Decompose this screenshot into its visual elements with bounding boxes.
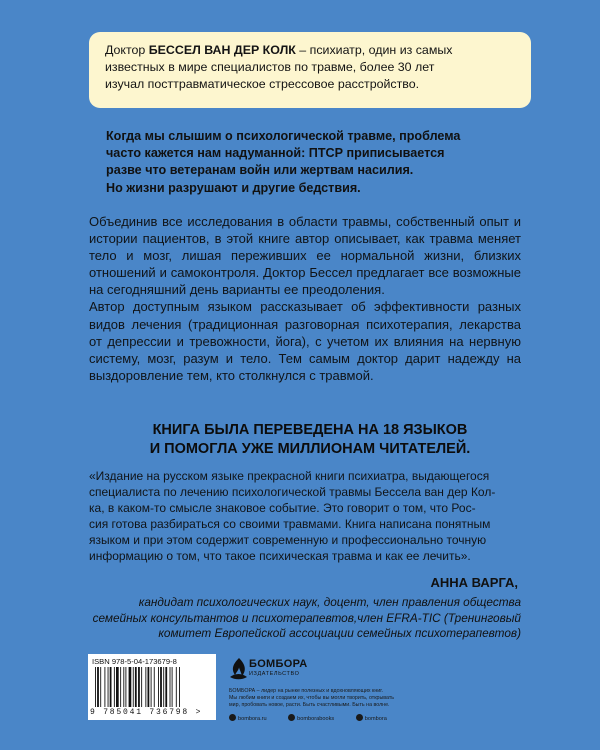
barcode-bar [138,667,140,707]
barcode-bar [145,667,146,707]
barcode-bar [110,667,112,707]
barcode-bar [179,667,180,707]
barcode-bar [141,667,142,707]
barcode-bar [120,667,121,707]
publisher-social-links [229,714,407,722]
quote-author-name: АННА ВАРГА, [430,575,518,590]
barcode-bar [158,667,159,707]
telegram-icon [356,714,363,721]
bold-intro-text: Когда мы слышим о психологической травме, проблема часто кажется нам надуманной: ПТСР приписывается разве что ветеранам войн или жертвам насилия. Но жизни разрушают и другие бедствия. [106,129,461,195]
barcode-bars [94,667,210,707]
barcode-bar [154,667,155,707]
barcode-bar [114,667,115,707]
barcode-bar [129,667,132,707]
barcode-bar [148,667,150,707]
paragraph: Объединив все исследования в области травмы, собственный опыт и истории пациентов, в этой книге автор описывает, как травма меняет тело и мозг, лишая переживших ее нормальной жизни, близких отношений и самоконтроля. Доктор Бессел предлагает все возможные на сегодняшний день варианты ее преодоления. [89,214,521,298]
isbn-label: ISBN 978-5-04-173679-8 [92,657,177,666]
barcode-bar [100,667,101,707]
barcode-bar [160,667,162,707]
barcode [88,654,216,720]
barcode-bar [123,667,124,707]
social-icon [288,714,295,721]
barcode-bar [97,667,99,707]
headline: КНИГА БЫЛА ПЕРЕВЕДЕНА НА 18 ЯЗЫКОВ И ПОМОГЛА УЖЕ МИЛЛИОНАМ ЧИТАТЕЛЕЙ. [149,422,471,457]
barcode-bar [95,667,96,707]
barcode-bar [108,667,109,707]
barcode-digits: 9 785041 736798 > [90,708,203,717]
barcode-bar [163,667,164,707]
barcode-bar [165,667,167,707]
website-link[interactable]: bombora.ru [229,716,277,722]
publisher-subtitle: ИЗДАТЕЛЬСТВО [249,671,300,677]
social-link[interactable]: bomborabooks [288,716,344,722]
publisher-description: БОМБОРА – лидер на рынке полезных и вдохновляющих книг. Мы любим книги и создаем их, чтобы вы могли творить, открывать мир, пробовать новое, расти. Быть счастливыми. Быть на волне. [229,688,395,708]
barcode-bar [133,667,134,707]
paragraph: Автор доступным языком рассказывает об эффективности разных видов лечения (традиционная разговорная психотерапия, лекарства от депрессии и тревожности, йога), с учетом их влияния на нервную систему, мозг, разум и тело. Тем самым доктор дарит надежду на выздоровление тем, кто столкнулся с травмой. [89,299,521,383]
barcode-bar [104,667,105,707]
review-quote: «Издание на русском языке прекрасной книги психиатра, выдающегося специалиста по лечению психологической травмы Бессела ван дер Кол- ка, в каком-то смысле знаковое событие. Это говорит о том, что Рос- сия готова разбираться со своими травмами. Книга написана понятным языком и при этом содержит современную и профессионально точную информацию о том, что такое психическая травма и как ее лечить». [89,469,496,564]
publisher-name: БОМБОРА [249,658,308,670]
barcode-bar [170,667,171,707]
author-name: БЕССЕЛ ВАН ДЕР КОЛК [148,43,296,57]
messenger-link[interactable]: bombora [356,716,397,722]
barcode-bar [135,667,137,707]
barcode-bar [172,667,173,707]
barcode-bar [176,667,177,707]
barcode-bar [116,667,119,707]
globe-icon [229,714,236,721]
author-intro-box: Доктор БЕССЕЛ ВАН ДЕР КОЛК – психиатр, один из самых известных в мире специалистов по травме, более 30 лет изучал посттравматическое стрессовое расстройство. [89,32,531,108]
quote-author-description: кандидат психологических наук, доцент, член правления общества семейных консультантов и психотерапевтов,член EFRA-TIC (Тренинговый комитет Европейской ассоциации семейных психотерапевтов) [92,595,521,641]
barcode-bar [151,667,152,707]
barcode-bar [125,667,126,707]
description-text [89,213,521,384]
